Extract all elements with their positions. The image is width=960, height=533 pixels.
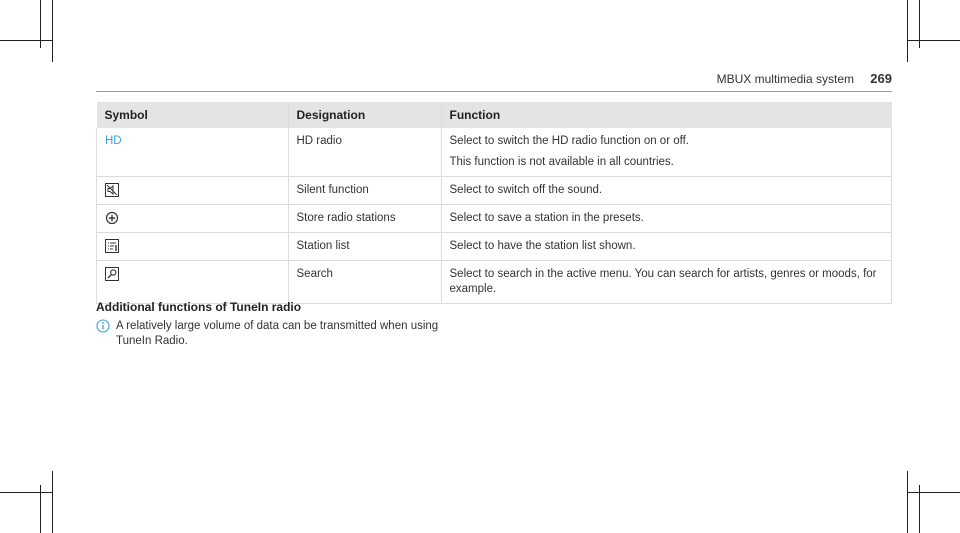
function-text: Select to switch the HD radio function on or off. xyxy=(449,135,689,147)
station-list-icon xyxy=(105,239,119,253)
function-cell xyxy=(441,205,892,233)
symbol-cell xyxy=(97,205,289,233)
crop-mark xyxy=(0,40,52,41)
table-row xyxy=(97,128,892,177)
page-header xyxy=(96,70,892,90)
function-cell xyxy=(441,261,892,304)
crop-mark xyxy=(907,0,908,62)
symbol-cell xyxy=(97,177,289,205)
designation-cell: Search xyxy=(288,261,441,304)
hd-symbol: HD xyxy=(105,135,122,147)
crop-mark xyxy=(0,492,52,493)
symbol-table xyxy=(96,102,892,304)
table-row xyxy=(97,233,892,261)
symbol-cell xyxy=(97,128,289,177)
designation-cell: HD radio xyxy=(288,128,441,177)
crop-mark xyxy=(52,471,53,533)
table-row xyxy=(97,205,892,233)
crop-mark xyxy=(907,40,960,41)
note-text: A relatively large volume of data can be transmitted when using TuneIn Radio. xyxy=(116,320,439,347)
section-title: Additional functions of TuneIn radio xyxy=(96,300,302,314)
symbol-cell xyxy=(97,261,289,304)
header-rule xyxy=(96,91,892,92)
plus-circle-icon xyxy=(105,211,119,225)
function-text: Select to save a station in the presets. xyxy=(449,212,644,225)
function-cell xyxy=(441,128,892,177)
crop-mark xyxy=(907,471,908,533)
speaker-mute-icon xyxy=(105,183,119,197)
designation-cell: Store radio stations xyxy=(288,205,441,233)
function-text: Select to search in the active menu. You can search for artists, genres or moods, for example. xyxy=(449,268,877,296)
search-icon xyxy=(105,267,119,281)
column-header-function: Function xyxy=(441,102,892,128)
table-header-row xyxy=(97,102,892,128)
crop-mark xyxy=(907,492,960,493)
designation-cell: Silent function xyxy=(288,177,441,205)
crop-mark xyxy=(52,0,53,62)
table-row xyxy=(97,261,892,304)
function-cell xyxy=(441,233,892,261)
designation-cell: Station list xyxy=(288,233,441,261)
table-row xyxy=(97,177,892,205)
info-icon xyxy=(96,319,110,333)
function-text: Select to have the station list shown. xyxy=(449,240,636,253)
function-text: Select to switch off the sound. xyxy=(449,184,603,196)
page-number: 269 xyxy=(870,71,892,86)
column-header-designation: Designation xyxy=(288,102,441,128)
function-cell xyxy=(441,177,892,205)
header-title: MBUX multimedia system xyxy=(716,72,854,86)
column-header-symbol: Symbol xyxy=(97,102,289,128)
function-text: This function is not available in all countries. xyxy=(449,156,674,168)
symbol-cell xyxy=(97,233,289,261)
